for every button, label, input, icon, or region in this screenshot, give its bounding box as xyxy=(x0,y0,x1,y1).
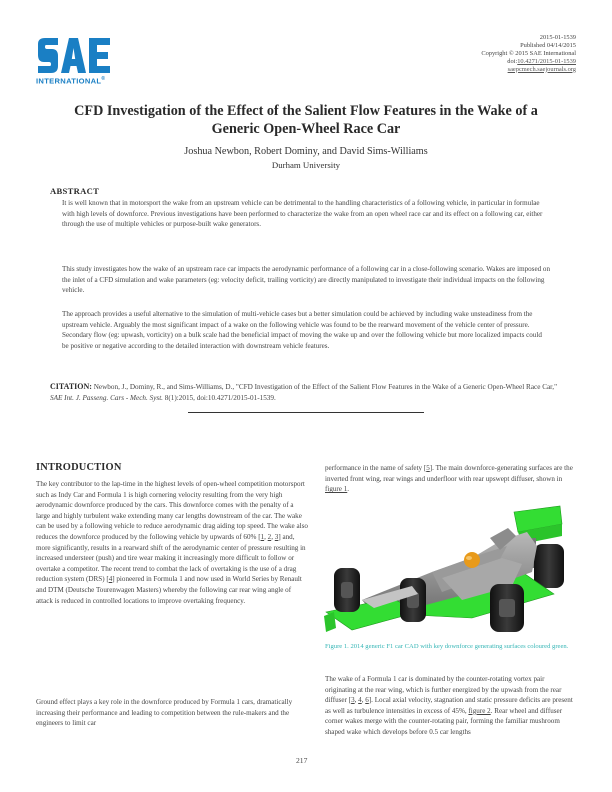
reference-link[interactable]: 4 xyxy=(358,696,362,705)
paper-title: CFD Investigation of the Effect of the Salient Flow Features in the Wake of a Generic Open-Wheel Race Car xyxy=(74,103,538,137)
reference-link[interactable]: 2 xyxy=(267,532,272,541)
abstract-paragraph-1: It is well known that in motorsport the wake from an upstream vehicle can be detrimental to the handling characteristics of a following vehicle, in particular in formulae with high levels of downforce. Previous investigations have been performed to characterize the wake from an open wheel race car and its effect on a following car, either through the use of multiple vehicles or purpose-built wake generators. xyxy=(62,199,543,229)
doi-prefix: doi: xyxy=(507,57,518,65)
sae-logo: INTERNATIONAL® xyxy=(36,36,116,88)
doi-link[interactable]: 10.4271/2015-01-1539 xyxy=(517,57,576,65)
publish-date: Published 04/14/2015 xyxy=(520,41,576,49)
page-number: 217 xyxy=(296,756,308,765)
citation-text-2: 8(1):2015, doi:10.4271/2015-01-1539. xyxy=(162,393,276,402)
body-text: The wake of a Formula 1 car is dominated by the counter-rotating vortex pair originating at the rear wing, which is further energized by the upwash from the rear diffuser [ xyxy=(325,675,562,705)
journal-link[interactable]: saepcmech.saejournals.org xyxy=(507,65,576,73)
introduction-heading: INTRODUCTION xyxy=(36,462,122,473)
body-text: . Rear wheel and diffuser corner wakes merge with the counter-rotating pair, forming the familiar mushroom shaped wake which develops before 0.5 car lengths xyxy=(325,706,563,736)
intro-paragraph-1: The key contributor to the lap-time in the highest levels of open-wheel competition motorsport such as Indy Car and Formula 1 is high cornering velocity resulting from the very high aerodynamic downforce produced by the cars. This downforce comes with the penalty of a large and highly turbulent wake extending many car lengths downstream of the car. The wake can be used by a following vehicle to reduce aerodynamic drag aiding top speed. The wake also reduces the downforce produced by the following vehicle by upwards of 60% [1, 2, 3] and, more significantly, results in a rearward shift of the aerodynamic center of pressure resulting in increased understeer (push) and tire wear making it increasingly more difficult to follow or overtake a competitor. The recent trend to combat the lack of overtaking is the use of a drag reduction system (DRS) [4] pioneered in Formula 1 and now used in World Series by Renault and DTM (Deutsche Tourenwagen Masters) whereby the following car rear wing angle of attack is reduced in controlled locations to improve overtaking frequency. xyxy=(36,480,308,605)
sae-logo-icon xyxy=(36,36,116,76)
col2-paragraph-2: The wake of a Formula 1 car is dominated by the counter-rotating vortex pair originating at the rear wing, which is further energized by the upwash from the rear diffuser [3, 4, 6]. Local axial velocity, stagnation and static pressure deficits are present as well as turbulence intensities in excess of 45%, figure 2. Rear wheel and diffuser corner wakes merge with the counter-rotating pair, forming the familiar mushroom shaped wake which develops before 0.5 car lengths xyxy=(325,675,573,736)
intro-text: The key contributor to the lap-time in the highest levels of open-wheel competition motorsport such as Indy Car and Formula 1 is high cornering velocity resulting from the very high aerodynamic downforce produced by the cars. This downforce comes with the penalty of a large and highly turbulent wake extending many car lengths downstream of the car. The wake can be used by a following vehicle to reduce aerodynamic drag aiding top speed. The wake also reduces the downforce produced by the following vehicle by upwards of 60% [ xyxy=(36,480,308,541)
reference-link[interactable]: 1 xyxy=(260,532,265,541)
abstract-heading: ABSTRACT xyxy=(50,186,100,196)
intro-text: ] and, more significantly, results in a rearward shift of the aerodynamic center of pressure resulting in increased understeer (push) and tire wear making it increasingly more difficult to follow or overtake a competitor. The recent trend to combat the lack of overtaking is the use of a drag reduction system (DRS) [ xyxy=(36,532,306,584)
figure-1 xyxy=(322,502,572,642)
reference-link[interactable]: 5 xyxy=(426,464,430,472)
intro-text: . xyxy=(347,485,350,494)
body-text: ]. Local axial velocity, stagnation and static pressure deficits are present as well as turbulence intensities in excess of 45%, xyxy=(325,696,573,715)
intro-text: ]. The main downforce-generating surfaces are the inverted front wing, rear wings and underfloor with rear upswept diffuser, shown in xyxy=(325,464,573,483)
intro-text: ] pioneered in Formula 1 and now used in World Series by Renault and DTM (Deutsche Tourenwagen Masters) whereby the following car rear wing angle of attack is reduced in controlled locations to improve overtaking frequency. xyxy=(36,575,302,605)
reference-link[interactable]: 3 xyxy=(274,532,279,541)
divider xyxy=(188,412,424,413)
intro-text: performance in the name of safety [ xyxy=(325,464,427,472)
f1-car-icon xyxy=(322,502,572,642)
reference-link[interactable]: 3 xyxy=(351,696,355,705)
intro-paragraph-2: Ground effect plays a key role in the downforce produced by Formula 1 cars, dramatically increasing their performance and leading to competition between the rule-makers and the engineers to limit car xyxy=(36,698,293,728)
affiliation: Durham University xyxy=(271,160,341,170)
col2-paragraph-1 xyxy=(325,463,577,495)
citation-text-1: Newbon, J., Dominy, R., and Sims-Williams, D., "CFD Investigation of the Effect of the Salient Flow Features in the Wake of a Generic Open-Wheel Race Car," xyxy=(93,383,558,391)
copyright: Copyright © 2015 SAE International xyxy=(481,49,576,57)
figure-2-link[interactable]: figure 2 xyxy=(468,706,491,715)
figure-1-link[interactable]: figure 1 xyxy=(325,485,348,494)
paper-meta xyxy=(481,34,576,74)
citation xyxy=(50,382,558,403)
figure-1-caption: Figure 1. 2014 generic F1 car CAD with key downforce generating surfaces coloured green. xyxy=(325,643,569,650)
reference-link[interactable]: 6 xyxy=(365,696,369,705)
authors: Joshua Newbon, Robert Dominy, and David Sims-Williams xyxy=(184,146,428,157)
logo-text: INTERNATIONAL xyxy=(36,76,102,86)
abstract-paragraph-3: The approach provides a useful alternative to the simulation of multi-vehicle cases but a better simulation could be achieved by including wake unsteadiness from the upstream vehicle. Arguably the most significant impact of a wake on the following vehicle was found to be the rearward movement of the vehicle center of pressure. Secondary flow (eg: upwash, vorticity) on a bulk scale had the beneficial impact of moving the wake up and over the following vehicle but more localized impacts could be positive or negative according to the detailed interaction with downstream vehicle features. xyxy=(62,310,542,350)
citation-journal: SAE Int. J. Passeng. Cars - Mech. Syst. xyxy=(50,393,163,402)
reference-link[interactable]: 4 xyxy=(108,575,113,584)
abstract-paragraph-2: This study investigates how the wake of an upstream race car impacts the aerodynamic performance of a following car in a close-following scenario. Wakes are imposed on the inlet of a CFD simulation and wake parameters (eg: velocity deficit, trailing vorticity) are directly manipulated to investigate their individual impacts on the following vehicle. xyxy=(62,265,551,295)
paper-number: 2015-01-1539 xyxy=(539,34,576,41)
citation-label: CITATION: xyxy=(50,382,92,391)
